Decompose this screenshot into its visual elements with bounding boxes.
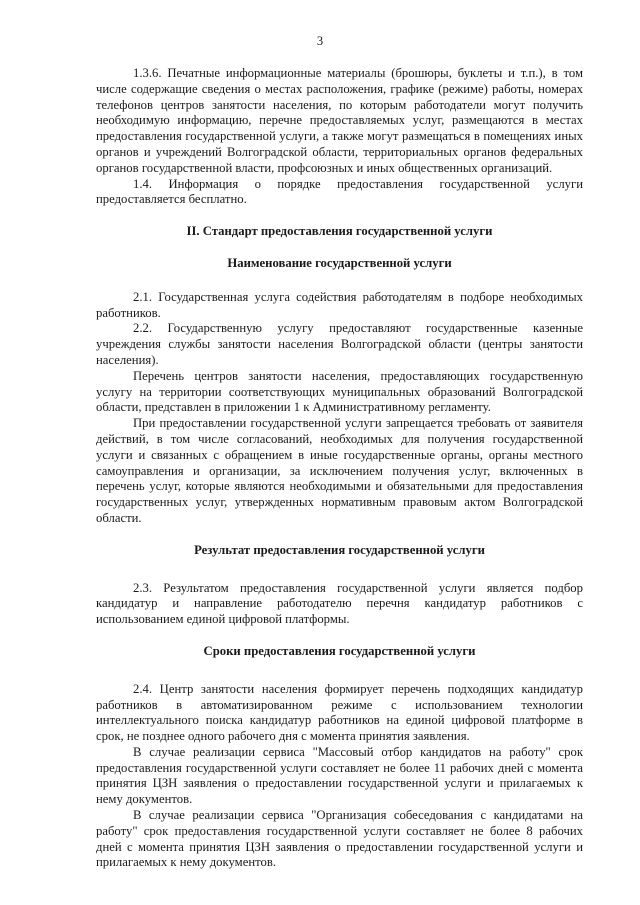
paragraph-centers-list: Перечень центров занятости населения, предоставляющих государственную услугу на территории соответствующих муниципальных образований Волгоградской области, представлен в приложении 1 к Административному регламенту. <box>96 368 583 415</box>
heading-service-result: Результат предоставления государственной услуги <box>194 542 485 557</box>
document-body <box>96 66 583 871</box>
paragraph-2-4: 2.4. Центр занятости населения формирует перечень подходящих кандидатур работников в автоматизированном режиме с использованием технологии интеллектуального поиска кандидатур работников на единой цифровой платформе в срок, не позднее одного рабочего дня с момента принятия заявления. <box>96 681 583 744</box>
page-number: 3 <box>316 34 324 48</box>
paragraph-2-1: 2.1. Государственная услуга содействия работодателям в подборе необходимых работников. <box>96 289 583 320</box>
section-title: II. Стандарт предоставления государственной услуги <box>186 224 493 239</box>
paragraph-mass-selection: В случае реализации сервиса "Массовый отбор кандидатов на работу" срок предоставления государственной услуги составляет не более 11 рабочих дней с момента принятия ЦЗН заявления о предоставлении государственной услуги и прилагаемых к нему документов. <box>96 744 583 807</box>
paragraph-prohibition: При предоставлении государственной услуги запрещается требовать от заявителя действий, в том числе согласований, необходимых для получения государственной услуги и связанных с обращением в иные государственные органы, органы местного самоуправления и организации, за исключением получения услуг, включенных в перечень услуг, которые являются необходимыми и обязательными для предоставления государственных услуг, утвержденных нормативным правовым актом Волгоградской области. <box>96 416 583 525</box>
paragraph-2-3: 2.3. Результатом предоставления государственной услуги является подбор кандидатур и направление работодателю перечня кандидатур работников с использованием единой цифровой платформы. <box>96 580 583 627</box>
heading-service-terms: Сроки предоставления государственной услуги <box>203 643 476 658</box>
paragraph-1-3-6: 1.3.6. Печатные информационные материалы (брошюры, буклеты и т.п.), в том числе содержащие сведения о местах расположения, графике (режиме) работы, номерах телефонов центров занятости населения, по которым работодатели могут получить необходимую информацию, перечне предоставляемых услуг, размещаются в местах предоставления государственной услуги, а также могут размещаться в помещениях иных органов и учреждений Волгоградской области, территориальных органов федеральных органов государственной власти, профсоюзных и иных общественных организаций. <box>96 66 583 175</box>
paragraph-2-2: 2.2. Государственную услугу предоставляют государственные казенные учреждения службы занятости населения Волгоградской области (центры занятости населения). <box>96 321 583 367</box>
paragraph-interview: В случае реализации сервиса "Организация собеседования с кандидатами на работу" срок предоставления государственной услуги составляет не более 8 рабочих дней с момента принятия ЦЗН заявления о предоставлении государственной услуги и прилагаемых к нему документов. <box>96 808 583 870</box>
heading-service-name: Наименование государственной услуги <box>227 255 452 270</box>
paragraph-1-4: 1.4. Информация о порядке предоставления государственной услуги предоставляется бесплатно. <box>96 176 583 207</box>
